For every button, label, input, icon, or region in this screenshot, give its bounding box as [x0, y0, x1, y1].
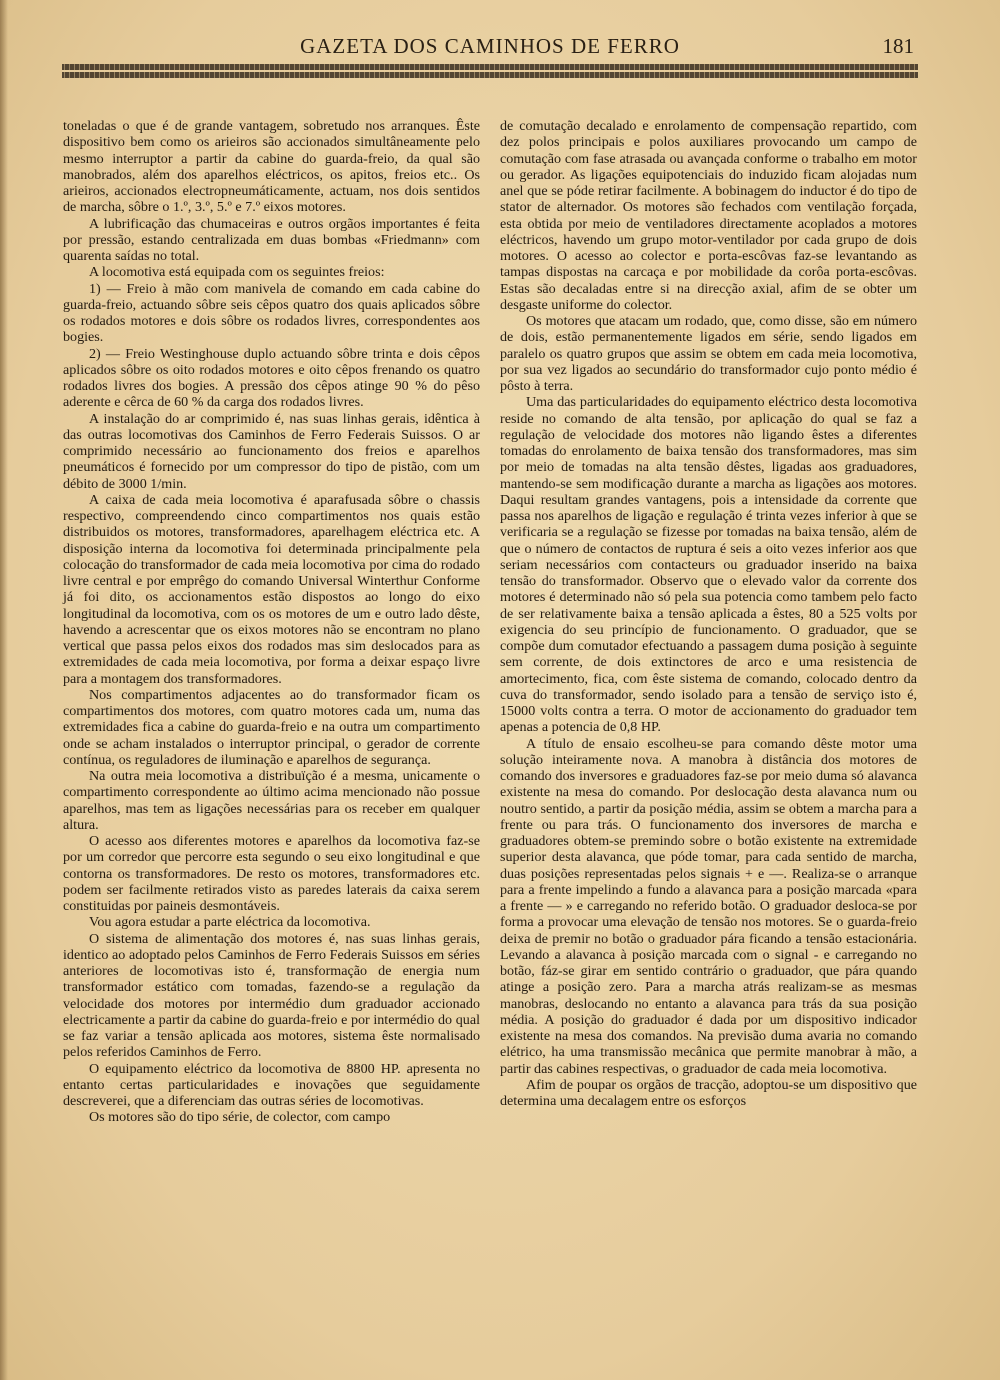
paragraph: toneladas o que é de grande vantagem, sobretudo nos arranques. Êste dispositivo bem como os arieiros são accionados simultâneamente pelo mesmo interruptor a partir da cabine do guarda-freio, da qual são manobrados, além dos aparelhos eléctricos, os apitos, freios etc.. Os arieiros, accionados electropneumáticamente, actuam, nos dois sentidos de marcha, sôbre o 1.º, 3.º, 5.º e 7.º eixos motores. — [63, 118, 480, 216]
paragraph: Na outra meia locomotiva a distribuïção é a mesma, unicamente o compartimento correspondente ao último acima mencionado não possue aparelhos, mas tem as ligações necessárias para os receber em qualquer altura. — [63, 768, 480, 833]
paragraph: Os motores que atacam um rodado, que, como disse, são em número de dois, estão permanentemente ligados em série, sendo ligados em paralelo os quatro grupos que assim se obtem em cada meia locomotiva, por sua vez ligados ao secundário do transformador cujo ponto médio é pôsto à terra. — [500, 313, 917, 394]
binding-shadow — [0, 0, 8, 1380]
publication-title: GAZETA DOS CAMINHOS DE FERRO — [300, 34, 680, 58]
right-column — [500, 118, 917, 1109]
paragraph: O acesso aos diferentes motores e aparelhos da locomotiva faz-se por um corredor que percorre esta segundo o seu eixo longitudinal e que contorna os transformadores. De resto os motores, transformadores etc. podem ser facilmente retirados visto as paredes laterais da caixa serem constituidas por paineis desmontáveis. — [63, 833, 480, 914]
paragraph: Nos compartimentos adjacentes ao do transformador ficam os compartimentos dos motores, com quatro motores cada um, numa das extremidades fica a cabine do guarda-freio e na outra um compartimento onde se acham instalados o interruptor principal, o gerador de corrente contínua, os reguladores de iluminação e aparelhos de segurança. — [63, 686, 480, 768]
paragraph: Os motores são do tipo série, de colector, com campo — [89, 1109, 391, 1126]
paragraph: A título de ensaio escolheu-se para comando dêste motor uma solução inteiramente nova. A manobra à distância dos motores de comando dos inversores e graduadores faz-se por meio duma só alavanca existente na mesa do comando. Por deslocação desta alavanca num ou noutro sentido, a partir da posição média, assim se obtem a marcha para a frente ou para trás. O funcionamento dos inversores de marcha e graduadores obtem-se premindo sobre o botão existente na extremidade superior desta alavanca, que póde tomar, para cada sentido de marcha, duas posições representadas pelos signais + e —. Realiza-se o arranque para a frente impelindo a fundo a alavanca para a posição marcada «para a frente — » e carregando no referido botão. O graduador desloca-se por forma a provocar uma elevação de tensão nos motores. Se o guarda-freio deixa de premir no botão o graduador pára ficando a tensão estacionária. Levando a alavanca à posição marcada com o signal - e carregando no botão, fáz-se girar em sentido contrário o graduador, que pára quando atinge a posição zero. Para a marcha atrás realizam-se as mesmas manobras, deslocando no entanto a alavanca para trás da sua posição média. A posição do graduador é dada por um dispositivo indicador existente na mesa dos comandos. Na previsão duma avaria no comando elétrico, ha uma transmissão mecânica que permite manobrar à mão, a partir das cabines respectivas, o graduador de cada meia locomotiva. — [500, 735, 917, 1077]
paragraph: A caixa de cada meia locomotiva é aparafusada sôbre o chassis respectivo, compreendendo cinco compartimentos nos quais estão distribuidos os motores, transformadores, aparelhagem eléctrica etc. A disposição interna da locomotiva foi determinada principalmente pela colocação do transformador de cada meia locomotiva por cima do rodado livre central e por emprêgo do comando Universal Winterthur Conforme já foi dito, os accionamentos estão dispostos ao longo do eixo longitudinal da locomotiva, com os os motores de um e outro lado dêste, havendo a acrescentar que os eixos motores não se encontram no plano vertical que passa pelos eixos dos rodados mas sim deslocados para as extremidades de cada meia locomotiva, por forma a deixar espaço livre para a montagem dos transformadores. — [63, 491, 480, 687]
running-head — [60, 34, 920, 60]
list-item: 2) — Freio Westinghouse duplo actuando sôbre trinta e dois cêpos aplicados sôbre os oito rodados motores e oito cêpos frenando os quatro rodados livres dos bogies. A pressão dos cêpos atinge 90 % do pêso aderente e cêrca de 60 % da carga dos rodados livres. — [63, 345, 480, 411]
paragraph: A lubrificação das chumaceiras e outros orgãos importantes é feita por pressão, estando centralizada em duas bombas «Friedmann» com quarenta saídas no total. — [63, 215, 480, 264]
left-column — [63, 118, 480, 1126]
paragraph: A locomotiva está equipada com os seguintes freios: — [89, 264, 385, 281]
header-rule — [62, 64, 918, 78]
paragraph: A instalação do ar comprimido é, nas suas linhas gerais, idêntica à das outras locomotivas dos Caminhos de Ferro Federais Suissos. O ar comprimido necessário ao funcionamento dos freios e aparelhos pneumáticos é fornecido por um compressor do tipo de pistão, com um débito de 3000 1/min. — [63, 410, 480, 492]
paragraph: O sistema de alimentação dos motores é, nas suas linhas gerais, identico ao adoptado pelos Caminhos de Ferro Federais Suissos em séries anteriores de locomotivas isto é, transformação de energia num transformador estático com tomadas, fazendo-se a regulação da velocidade dos motores por intermédio dum graduador accionado electricamente a partir da cabine do guarda-freio e por intermédio do qual se faz variar a tensão aplicada aos motores, sistema êste normalisado pelos referidos Caminhos de Ferro. — [63, 930, 480, 1061]
page-number: 181 — [882, 34, 914, 58]
paragraph: Afim de poupar os orgãos de tracção, adoptou-se um dispositivo que determina uma decalagem entre os esforços — [500, 1076, 917, 1109]
paragraph: Uma das particularidades do equipamento eléctrico desta locomotiva reside no comando de alta tensão, por aplicação do qual se faz a regulação de velocidade dos motores não ligando êstes a diferentes tomadas do enrolamento de baixa tensão dos transformadores, mas sim por meio de tomadas na alta tensão dêstes, ligadas aos graduadores, mantendo-se sem modificação durante a marcha as ligações aos motores. Daqui resultam grandes vantagens, pois a intensidade da corrente que passa nos aparelhos de ligação e regulação é trinta vezes inferior à que se verificaria se a regulação se fizesse por tomadas na baixa tensão, além de que o número de contactos de ruptura é seis a oito vezes inferior aos que seriam necessários com contacteurs ou graduador inserido na baixa tensão do transformador. Observo que o elevado valor da corrente dos motores é determinado não só pela sua potencia como tambem pelo facto de ser relativamente baixa a tensão aplicada a êstes, 80 a 525 volts por exigencia do seu princípio de funcionamento. O graduador, que se compõe dum comutador efectuando a passagem duma posição à seguinte sem corrente, de dois extinctores de arco e uma resistencia de amortecimento, fica, com êste sistema de comando, colocado dentro da cuva do transformador, sendo isolado para a tensão de serviço isto é, 15000 volts contra a terra. O motor de accionamento do graduador tem apenas a potencia de 0,8 HP. — [500, 394, 917, 736]
paragraph: Vou agora estudar a parte eléctrica da locomotiva. — [89, 914, 371, 931]
list-item: 1) — Freio à mão com manivela de comando em cada cabine do guarda-freio, actuando sôbre seis cêpos quatro dos quais aplicados sôbre os rodados motores e dois sôbre os rodados livres, correspondentes aos bogies. — [63, 280, 480, 346]
paragraph: O equipamento eléctrico da locomotiva de 8800 HP. apresenta no entanto certas particularidades e inovações que seguidamente descreverei, que a diferenciam das outras séries de locomotivas. — [63, 1060, 480, 1109]
paragraph: de comutação decalado e enrolamento de compensação repartido, com dez polos principais e polos auxiliares provocando um campo de comutação com fase atrasada ou avançada conforme o trabalho em motor ou gerador. As ligações equipotenciais do induzido ficam alojadas num anel que se póde retirar facilmente. A bobinagem do inductor é do tipo de stator de alternador. Os motores são fechados com ventilação forçada, esta obtida por meio de ventiladores directamente acoplados a motores eléctricos, havendo um grupo motor-ventilador por cada grupo de dois motores. O acesso ao colector e porta-escôvas faz-se levantando as tampas dispostas na carcaça e por mobilidade da corôa porta-escôvas. Estas são decaladas entre si na direcção axial, afim de se obter um desgaste uniforme do colector. — [500, 118, 917, 313]
